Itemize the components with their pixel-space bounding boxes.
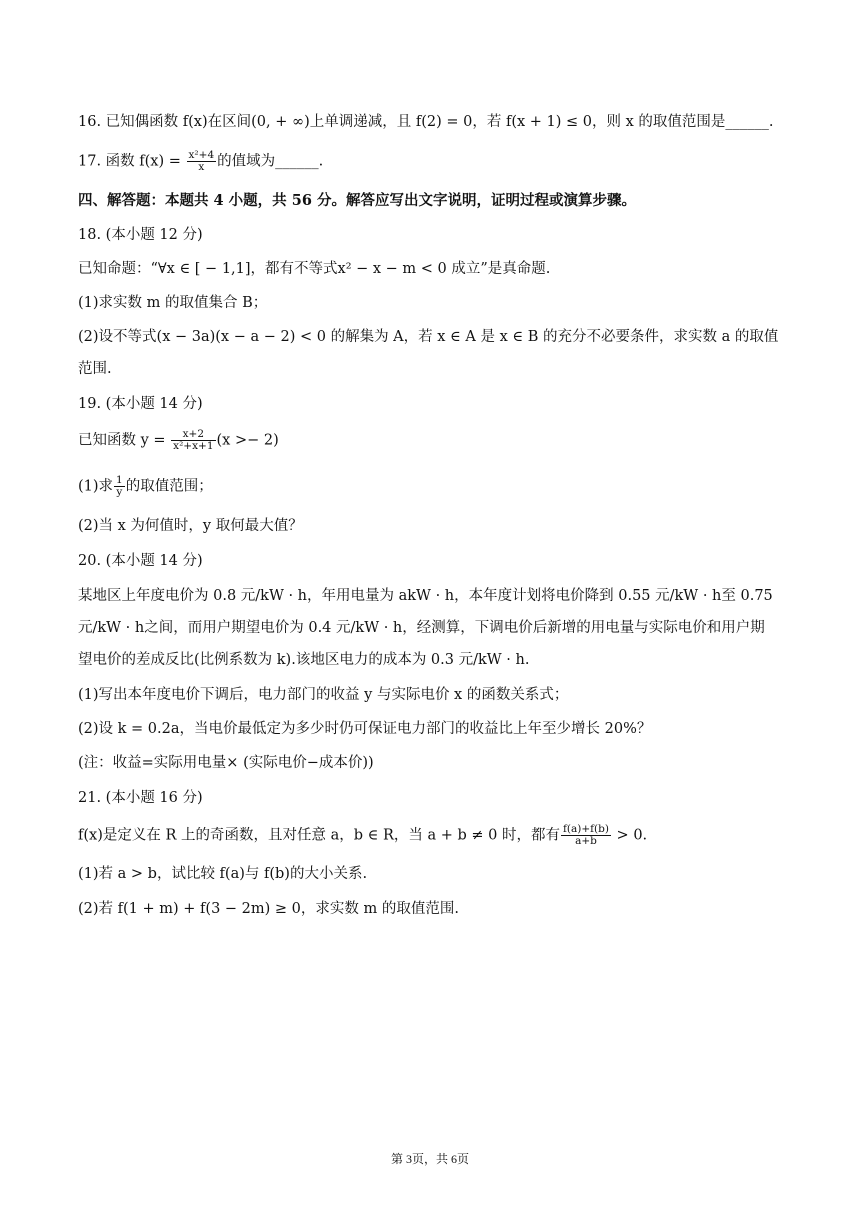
q19-part1-prefix: (1)求 — [78, 478, 114, 495]
q20-line3: 望电价的差成反比(比例系数为 k).该地区电力的成本为 0.3 元/kW · h. — [78, 652, 530, 668]
page-footer: 第 3页，共 6页 — [390, 1152, 469, 1166]
q20-part2: (2)设 k = 0.2a，当电价最低定为多少时仍可保证电力部门的收益比上年至少增长 20%？ — [78, 721, 652, 737]
q17-fraction — [187, 150, 217, 173]
question-16: 16. 已知偶函数 f(x)在区间(0, + ∞)上单调递减，且 f(2) = 0，若 f(x + 1) ≤ 0，则 x 的取值范围是______. — [78, 114, 774, 130]
q18-header: 18. (本小题 12 分) — [78, 227, 203, 243]
q19-fraction — [171, 429, 215, 452]
q17-prefix: 17. 函数 f(x) = — [78, 153, 186, 170]
q20-line2: 元/kW · h之间，而用户期望电价为 0.4 元/kW · h，经测算，下调电价后新增的用电量与实际电价和用户期 — [78, 620, 765, 636]
q18-stem: 已知命题：“∀x ∈ [ − 1,1]，都有不等式x² − x − m < 0 成立”是真命题. — [78, 261, 551, 277]
q21-part1: (1)若 a > b，试比较 f(a)与 f(b)的大小关系. — [78, 866, 368, 882]
q19-stem-suffix: (x >− 2) — [216, 432, 279, 449]
q19-numerator: x+2 — [171, 429, 215, 441]
q21-part2: (2)若 f(1 + m) + f(3 − 2m) ≥ 0，求实数 m 的取值范围. — [78, 901, 459, 917]
q19-part1-numerator: 1 — [116, 474, 123, 486]
q21-denominator: a+b — [575, 835, 597, 847]
q19-part1-suffix: 的取值范围； — [125, 478, 213, 495]
q20-part1: (1)写出本年度电价下调后，电力部门的收益 y 与实际电价 x 的函数关系式； — [78, 687, 569, 703]
q21-stem-prefix: f(x)是定义在 R 上的奇函数，且对任意 a，b ∈ R，当 a + b ≠ 0 时，都有 — [78, 827, 561, 844]
q18-part2-line2: 范围. — [78, 361, 112, 377]
question-17 — [78, 150, 790, 173]
q20-header: 20. (本小题 14 分) — [78, 553, 203, 569]
q19-part1-denominator: y — [116, 486, 123, 498]
q19-stem — [78, 429, 790, 452]
section-heading: 四、解答题：本题共 4 小题，共 56 分。解答应写出文字说明，证明过程或演算步骤。 — [78, 192, 636, 209]
q19-header: 19. (本小题 14 分) — [78, 396, 203, 412]
q21-numerator: f(a)+f(b) — [563, 823, 609, 835]
q19-part2: (2)当 x 为何值时，y 取何最大值？ — [78, 518, 303, 534]
q17-suffix: 的值域为______. — [217, 153, 324, 170]
q19-stem-prefix: 已知函数 y = — [78, 432, 171, 449]
q19-denominator: x²+x+1 — [173, 440, 214, 452]
q20-line1: 某地区上年度电价为 0.8 元/kW · h，年用电量为 akW · h，本年度计划将电价降到 0.55 元/kW · h至 0.75 — [78, 588, 773, 604]
q17-numerator: x²+4 — [188, 149, 215, 161]
q19-part1 — [78, 475, 790, 498]
q17-denominator: x — [198, 161, 205, 173]
q21-fraction — [561, 824, 611, 847]
q21-stem-suffix: > 0. — [611, 827, 648, 844]
q18-part1: (1)求实数 m 的取值集合 B； — [78, 295, 268, 311]
q21-stem — [78, 824, 790, 847]
q19-part1-fraction — [114, 475, 125, 498]
q21-header: 21. (本小题 16 分) — [78, 790, 203, 806]
q20-note: (注：收益=实际用电量× (实际电价−成本价)) — [78, 755, 374, 771]
q18-part2-line1: (2)设不等式(x − 3a)(x − a − 2) < 0 的解集为 A，若 x ∈ A 是 x ∈ B 的充分不必要条件，求实数 a 的取值 — [78, 329, 779, 345]
